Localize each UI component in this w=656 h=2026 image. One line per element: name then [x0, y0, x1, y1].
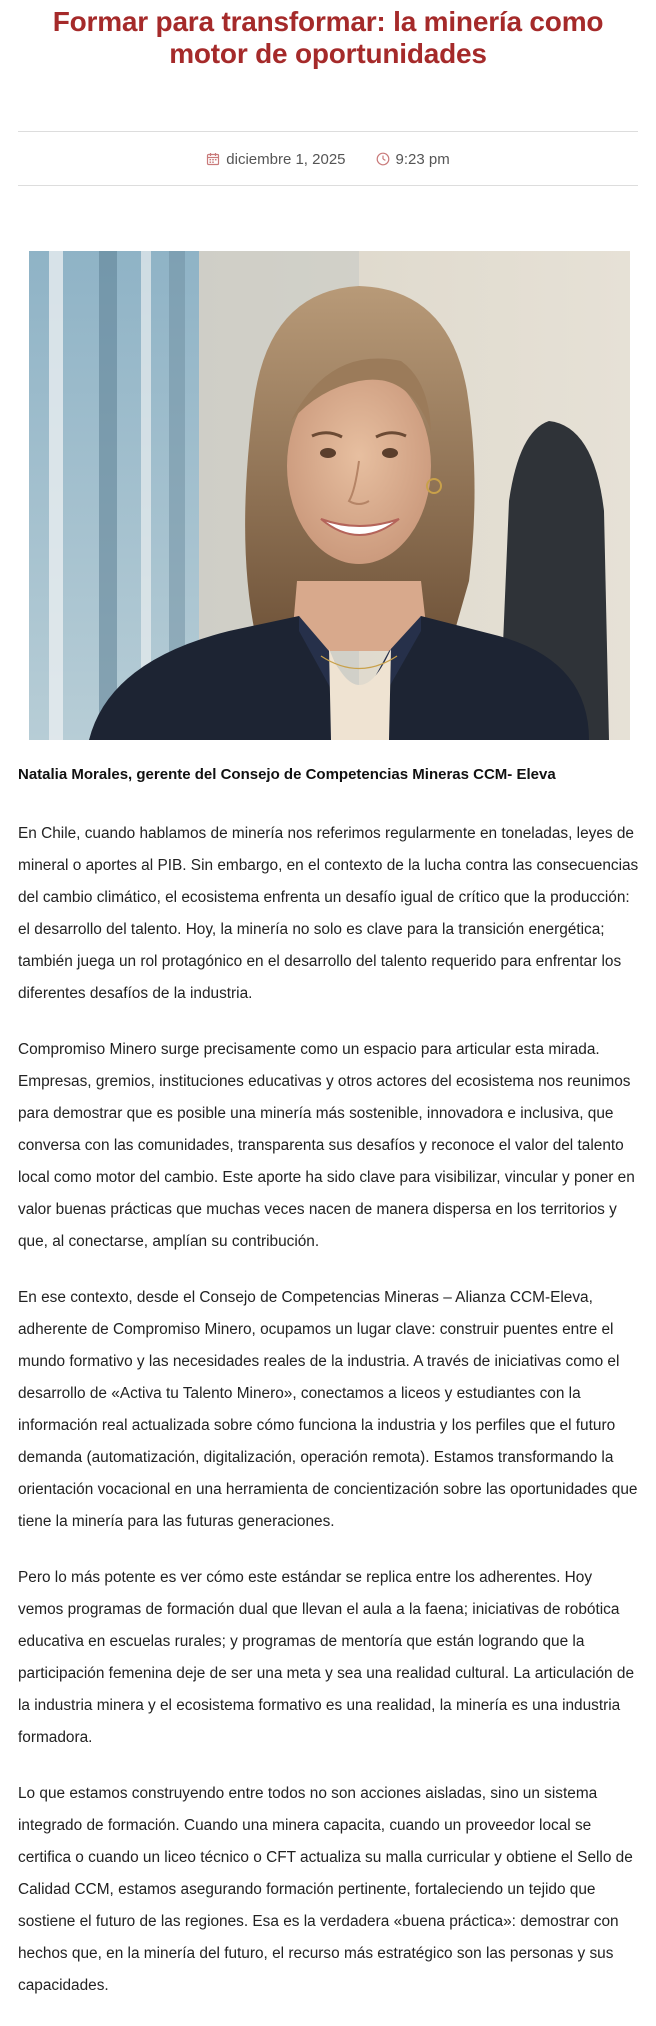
calendar-icon — [206, 152, 220, 166]
paragraph: En Chile, cuando hablamos de minería nos referimos regularmente en toneladas, leyes de mineral o aportes al PIB. Sin embargo, en el contexto de la lucha contra las consecuencias del cambio climático, el ecosistema enfrenta un desafío igual de crítico que la producción: el desarrollo del talento. Hoy, la minería no solo es clave para la transición energética; también juega un rol protagónico en el desarrollo del talento requerido para enfrentar los diferentes desafíos de la industria. — [18, 825, 639, 1002]
paragraph: En ese contexto, desde el Consejo de Competencias Mineras – Alianza CCM-Eleva, adherente de Compromiso Minero, ocupamos un lugar clave: construir puentes entre el mundo formativo y las necesidades reales de la industria. A través de iniciativas como el desarrollo de «Activa tu Talento Minero», conectamos a liceos y estudiantes con la información real actualizada sobre cómo funciona la industria y los perfiles que el futuro demanda (automatización, digitalización, operación remota). Estamos transformando la orientación vocacional en una herramienta de concientización sobre las oportunidades que tiene la minería para las futuras generaciones. — [18, 1289, 638, 1530]
post-date-text: diciembre 1, 2025 — [226, 150, 346, 168]
paragraph: Compromiso Minero surge precisamente como un espacio para articular esta mirada. Empresas, gremios, instituciones educativas y otros actores del ecosistema nos reunimos para demostrar que es posible una minería más sostenible, innovadora e inclusiva, que conversa con las comunidades, transparenta sus desafíos y reconoce el valor del talento local como motor del cambio. Este aporte ha sido clave para visibilizar, vincular y poner en valor buenas prácticas que muchas veces nacen de manera dispersa en los territorios y que, al conectarse, amplían su contribución. — [18, 1041, 635, 1250]
article-title: Formar para transformar: la minería como motor de oportunidades — [52, 6, 604, 69]
paragraph: Pero lo más potente es ver cómo este estándar se replica entre los adherentes. Hoy vemos programas de formación dual que llevan el aula a la faena; iniciativas de robótica educativa en escuelas rurales; y programas de mentoría que están logrando que la participación femenina deje de ser una meta y sea una realidad cultural. La articulación de la industria minera y el ecosistema formativo es una realidad, la minería es una industria formadora. — [18, 1569, 635, 1746]
post-meta — [0, 148, 656, 170]
post-time — [376, 151, 450, 168]
photo-caption: Natalia Morales, gerente del Consejo de Competencias Mineras CCM- Eleva — [18, 766, 556, 783]
post-time-text: 9:23 pm — [395, 150, 450, 168]
article-body — [18, 818, 640, 2026]
featured-photo — [29, 251, 630, 740]
clock-icon — [376, 152, 390, 166]
paragraph: Lo que estamos construyendo entre todos no son acciones aisladas, sino un sistema integrado de formación. Cuando una minera capacita, cuando un proveedor local se certifica o cuando un liceo técnico o CFT actualiza su malla curricular y obtiene el Sello de Calidad CCM, estamos asegurando formación pertinente, fortaleciendo un tejido que sostiene el futuro de las regiones. Esa es la verdadera «buena práctica»: demostrar con hechos que, en la minería del futuro, el recurso más estratégico son las personas y sus capacidades. — [18, 1785, 633, 1994]
post-date — [206, 151, 345, 168]
meta-divider-top — [18, 131, 638, 132]
meta-divider-bottom — [18, 185, 638, 186]
